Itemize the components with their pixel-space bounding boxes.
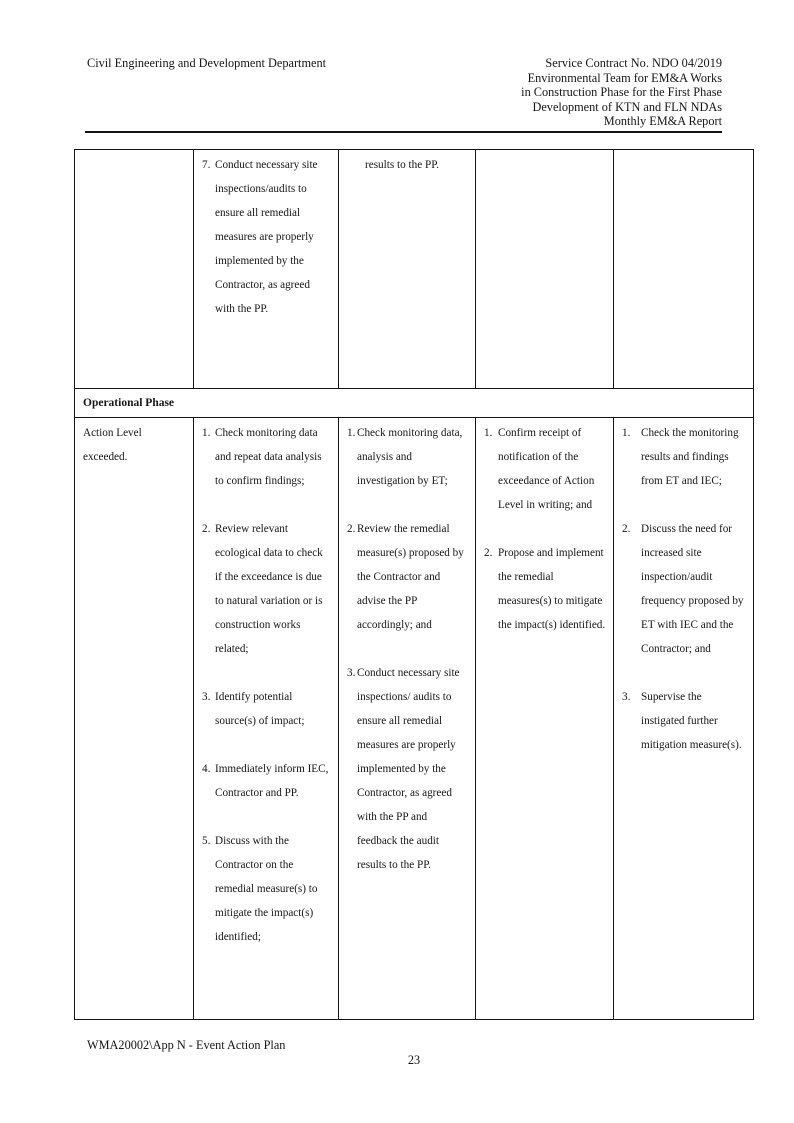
item-number: 3.: [622, 691, 631, 703]
list-item: [202, 685, 332, 733]
section-header-label: Operational Phase: [83, 397, 175, 409]
report-title-line: in Construction Phase for the First Phase: [521, 85, 722, 100]
list-item: [347, 421, 469, 493]
item-text: Propose and implement the remedial measures(s) to mitigate the impact(s) identified.: [498, 547, 606, 631]
item-text: Immediately inform IEC, Contractor and PP.: [215, 763, 329, 799]
table-cell-empty: [614, 150, 753, 388]
list-item: [484, 421, 607, 517]
list-item: [622, 517, 747, 661]
list-item: [202, 757, 332, 805]
item-text: Discuss with the Contractor on the remedial measure(s) to mitigate the impact(s) identified;: [215, 835, 318, 943]
table-cell-event: [75, 418, 194, 1019]
table-cell-iec-actions: [339, 418, 476, 1019]
item-number: 4.: [202, 763, 211, 775]
item-number: 7.: [202, 159, 211, 171]
table-cell-contractor-actions: [614, 418, 753, 1019]
list-item: [202, 153, 332, 321]
item-text: Check monitoring data, analysis and investigation by ET;: [357, 427, 463, 487]
contract-number: Service Contract No. NDO 04/2019: [545, 56, 722, 70]
department-title: Civil Engineering and Development Department: [87, 56, 327, 70]
report-title-line: Development of KTN and FLN NDAs: [532, 99, 722, 114]
section-header-row: [75, 389, 753, 418]
item-text: Discuss the need for increased site inspection/audit frequency proposed by ET with IEC and the Contractor; and: [641, 523, 744, 655]
item-text: Review relevant ecological data to check if the exceedance is due to natural variation or is construction works related;: [215, 523, 323, 655]
item-number: 2.: [622, 523, 631, 535]
list-item: [622, 685, 747, 757]
list-item: [202, 421, 332, 493]
document-reference: WMA20002\App N - Event Action Plan: [87, 1038, 286, 1052]
item-text: Review the remedial measure(s) proposed by the Contractor and advise the PP accordingly; and: [357, 523, 464, 631]
item-number: 1.: [202, 427, 211, 439]
page-number: 23: [407, 1053, 421, 1067]
item-text: Conduct necessary site inspections/audits to ensure all remedial measures are properly implemented by the Contractor, as agreed with the PP.: [215, 159, 318, 315]
table-cell-empty: [476, 150, 614, 388]
table-cell-pp-actions: [476, 418, 614, 1019]
header-divider: [85, 131, 722, 133]
table-cell-et-actions: [194, 150, 339, 388]
report-title-line: Monthly EM&A Report: [603, 114, 722, 129]
item-number: 1.: [347, 427, 356, 439]
item-text: Check monitoring data and repeat data analysis to confirm findings;: [215, 427, 322, 487]
list-item: [202, 517, 332, 661]
table-cell-empty: [75, 150, 194, 388]
item-text: Identify potential source(s) of impact;: [215, 691, 305, 727]
list-item: [622, 421, 747, 493]
table-row-action-level: [75, 418, 753, 1019]
item-number: 2.: [347, 523, 356, 535]
table-row-continuation: [75, 150, 753, 389]
item-number: 5.: [202, 835, 211, 847]
item-number: 2.: [202, 523, 211, 535]
list-item: [202, 829, 332, 949]
event-label: Action Level exceeded.: [83, 427, 142, 463]
item-text: Conduct necessary site inspections/ audits to ensure all remedial measures are properly implemented by the Contractor, as agreed with the PP and feedback the audit results to the PP.: [357, 667, 460, 871]
item-text: Supervise the instigated further mitigation measure(s).: [641, 691, 742, 751]
list-item: [347, 661, 469, 877]
table-cell-et-actions: [194, 418, 339, 1019]
table-cell-iec-actions: [339, 150, 476, 388]
list-item: [347, 517, 469, 637]
item-number: 3.: [347, 667, 356, 679]
item-number: 3.: [202, 691, 211, 703]
item-number: 1.: [484, 427, 493, 439]
continued-text: results to the PP.: [365, 159, 439, 171]
item-text: Confirm receipt of notification of the exceedance of Action Level in writing; and: [498, 427, 595, 511]
item-number: 1.: [622, 427, 631, 439]
item-number: 2.: [484, 547, 493, 559]
event-action-plan-table: [74, 149, 754, 1020]
item-text: Check the monitoring results and findings from ET and IEC;: [641, 427, 739, 487]
report-title-line: Environmental Team for EM&A Works: [527, 70, 722, 85]
report-title-block: [521, 56, 722, 129]
list-item: [484, 541, 607, 637]
